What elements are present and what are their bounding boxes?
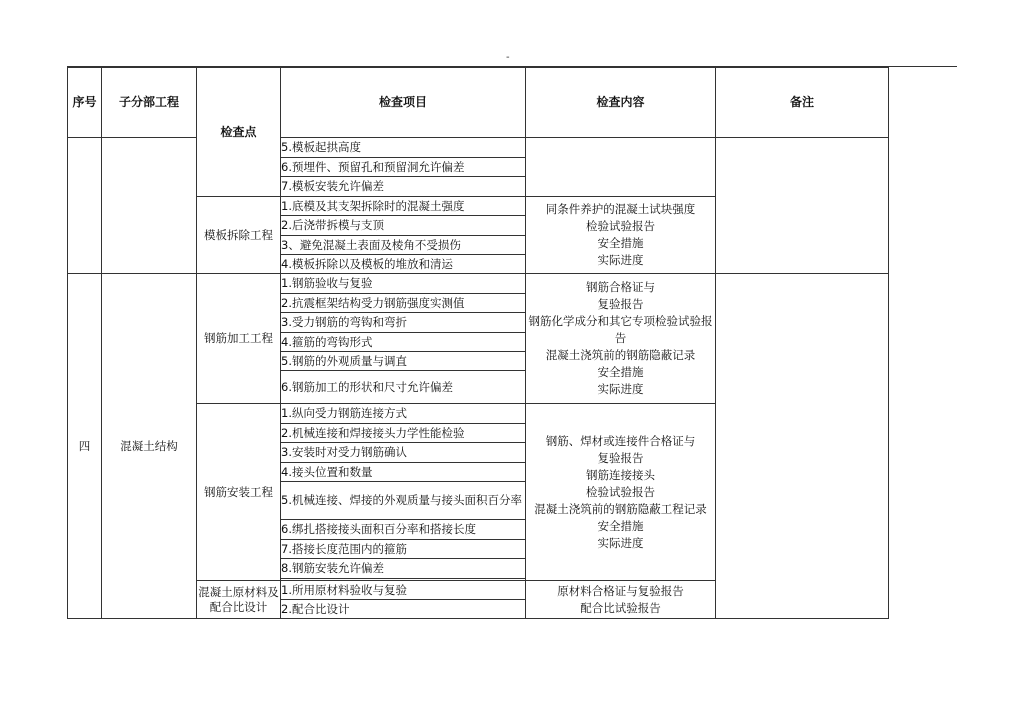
item-cell: 5.机械连接、焊接的外观质量与接头面积百分率 xyxy=(281,482,526,520)
remark-cell xyxy=(716,138,889,274)
header-remark: 备注 xyxy=(716,68,889,138)
content-line: 同条件养护的混凝土试块强度 xyxy=(545,202,696,216)
item-cell: 5.模板起拱高度 xyxy=(281,138,526,158)
content-rebar-install xyxy=(526,404,716,581)
item-cell: 7.模板安装允许偏差 xyxy=(281,177,526,197)
page-mark: - xyxy=(506,52,510,63)
item-cell: 4.接头位置和数量 xyxy=(281,463,526,482)
table-row xyxy=(68,274,889,294)
item-cell: 2.机械连接和焊接接头力学性能检验 xyxy=(281,424,526,443)
checkpoint-materials: 混凝土原材料及配合比设计 xyxy=(197,581,281,619)
item-cell: 1.纵向受力钢筋连接方式 xyxy=(281,404,526,424)
content-line: 检验试验报告 xyxy=(586,219,655,233)
item-cell: 6.绑扎搭接接头面积百分率和搭接长度 xyxy=(281,520,526,540)
content-line: 钢筋、焊材或连接件合格证与 xyxy=(545,433,696,448)
item-cell: 4.箍筋的弯钩形式 xyxy=(281,333,526,352)
content-line: 安全措施 xyxy=(597,236,644,250)
item-cell: 2.后浇带拆模与支顶 xyxy=(281,216,526,236)
item-cell: 6.钢筋加工的形状和尺寸允许偏差 xyxy=(281,371,526,404)
content-line: 混凝土浇筑前的钢筋隐蔽工程记录 xyxy=(534,501,707,516)
item-cell: 3、避免混凝土表面及棱角不受损伤 xyxy=(281,236,526,255)
header-subproject: 子分部工程 xyxy=(102,68,197,138)
item-cell: 1.底模及其支架拆除时的混凝土强度 xyxy=(281,197,526,216)
item-cell: 7.搭接长度范围内的箍筋 xyxy=(281,540,526,559)
content-line: 实际进度 xyxy=(597,253,644,267)
content-line: 安全措施 xyxy=(597,365,644,379)
header-checkpoint: 检查点 xyxy=(197,68,281,197)
header-item: 检查项目 xyxy=(281,68,526,138)
item-cell: 8.钢筋安装允许偏差 xyxy=(281,559,526,579)
content-line: 钢筋化学成分和其它专项检验试验报告 xyxy=(528,314,713,345)
item-cell: 1.所用原材料验收与复验 xyxy=(281,581,526,600)
seq-cell-empty xyxy=(68,138,102,274)
content-cell-empty xyxy=(526,138,716,197)
item-cell: 1.钢筋验收与复验 xyxy=(281,274,526,294)
subproject-cell-empty xyxy=(102,138,197,274)
section-subproject: 混凝土结构 xyxy=(102,274,197,619)
item-cell: 3.受力钢筋的弯钩和弯折 xyxy=(281,313,526,333)
item-cell: 4.模板拆除以及模板的堆放和清运 xyxy=(281,255,526,274)
section-number: 四 xyxy=(68,274,102,619)
content-line: 钢筋合格证与 xyxy=(586,280,655,294)
content-line: 配合比试验报告 xyxy=(580,600,661,615)
content-line: 复验报告 xyxy=(597,297,644,311)
content-line: 复验报告 xyxy=(597,450,644,465)
content-line: 安全措施 xyxy=(597,518,644,533)
content-removal xyxy=(526,197,716,274)
remark-cell xyxy=(716,274,889,619)
content-line: 混凝土浇筑前的钢筋隐蔽记录 xyxy=(545,348,696,362)
header-row xyxy=(68,68,889,138)
content-line: 钢筋连接接头 xyxy=(586,467,655,482)
content-line: 检验试验报告 xyxy=(586,484,655,499)
item-cell: 2.抗震框架结构受力钢筋强度实测值 xyxy=(281,294,526,313)
content-materials xyxy=(526,581,716,619)
item-cell: 5.钢筋的外观质量与调直 xyxy=(281,352,526,371)
content-line: 原材料合格证与复验报告 xyxy=(557,583,684,598)
item-cell: 3.安装时对受力钢筋确认 xyxy=(281,443,526,463)
table-row xyxy=(68,138,889,158)
inspection-table xyxy=(67,67,889,619)
content-line: 实际进度 xyxy=(597,535,644,550)
header-seq: 序号 xyxy=(68,68,102,138)
content-line: 实际进度 xyxy=(597,382,644,396)
checkpoint-rebar-install: 钢筋安装工程 xyxy=(197,404,281,581)
content-rebar-processing xyxy=(526,274,716,404)
header-content: 检查内容 xyxy=(526,68,716,138)
checkpoint-removal: 模板拆除工程 xyxy=(197,197,281,274)
checkpoint-rebar-processing: 钢筋加工工程 xyxy=(197,274,281,404)
item-cell: 2.配合比设计 xyxy=(281,600,526,619)
item-cell: 6.预埋件、预留孔和预留洞允许偏差 xyxy=(281,158,526,177)
